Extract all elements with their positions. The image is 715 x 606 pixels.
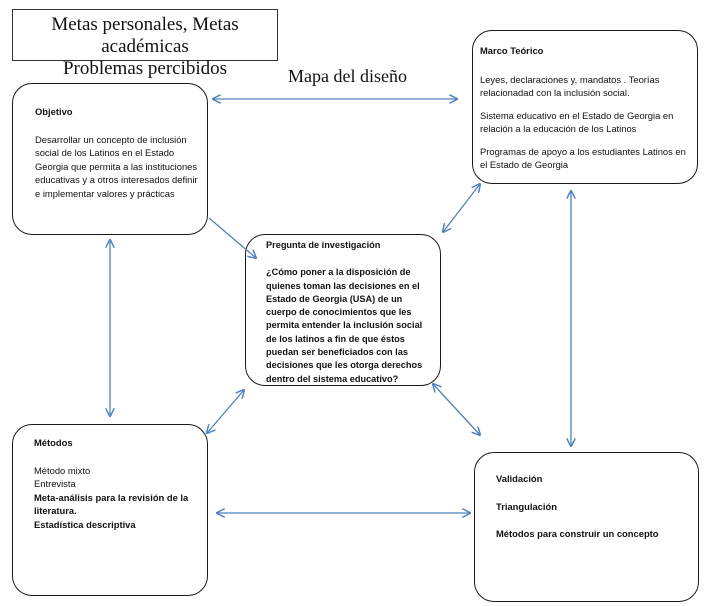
arrow-pregunta-validacion xyxy=(433,384,480,435)
map-title: Mapa del diseño xyxy=(288,66,407,86)
metodos-item: Método mixto xyxy=(34,464,91,476)
marco-paragraph: Leyes, declaraciones y, mandatos . Teorías relacionadad con la inclusión social. xyxy=(480,73,660,98)
pregunta-text: ¿Cómo poner a la disposición de quienes toman las decisiones en el Estado de Georgia (USA) de un cuerpo de conocimientos que les permita entender la inclusión social de los latinos a fin de que éstos puedan ser beneficiados con las decisiones que les otorga derechos dentro del sistema educativo? xyxy=(266,267,423,384)
marco-paragraph: Sistema educativo en el Estado de Georgia en relación a la educación de los Latinos xyxy=(480,109,674,134)
validacion-item: Validación xyxy=(496,473,543,484)
title-line-1: Metas personales, Metas académicas xyxy=(51,14,239,57)
objetivo-heading: Objetivo xyxy=(35,106,73,117)
validacion-item: Triangulación xyxy=(496,500,557,512)
objetivo-node xyxy=(12,83,208,235)
pregunta-heading: Pregunta de investigación xyxy=(266,240,381,250)
metodos-item-bold: Estadística descriptiva xyxy=(34,518,136,530)
marco-paragraph: Programas de apoyo a los estudiantes Latinos en el Estado de Georgia xyxy=(480,145,686,170)
title-line-2: Problemas percibidos xyxy=(62,58,228,79)
metodos-heading: Métodos xyxy=(34,437,73,448)
marco-heading: Marco Teórico xyxy=(480,45,544,56)
validacion-node xyxy=(474,452,699,602)
metodos-node xyxy=(12,424,208,596)
metodos-item: Entrevista xyxy=(34,478,76,489)
arrow-pregunta-metodos xyxy=(207,390,244,433)
validacion-item: Métodos para construir un concepto xyxy=(496,528,659,539)
pregunta-node xyxy=(245,234,441,386)
metodos-item-bold: Meta-análisis para la revisión de la literatura. xyxy=(34,491,189,516)
marco-teorico-node xyxy=(472,30,698,184)
arrow-marco-pregunta xyxy=(443,184,480,232)
title-box xyxy=(12,9,278,79)
objetivo-text: Desarrollar un concepto de inclusión social de los Latinos en el Estado Georgia que permita a las instituciones educativas y a otros interesados definir e implementar valores y prácticas xyxy=(35,133,198,199)
